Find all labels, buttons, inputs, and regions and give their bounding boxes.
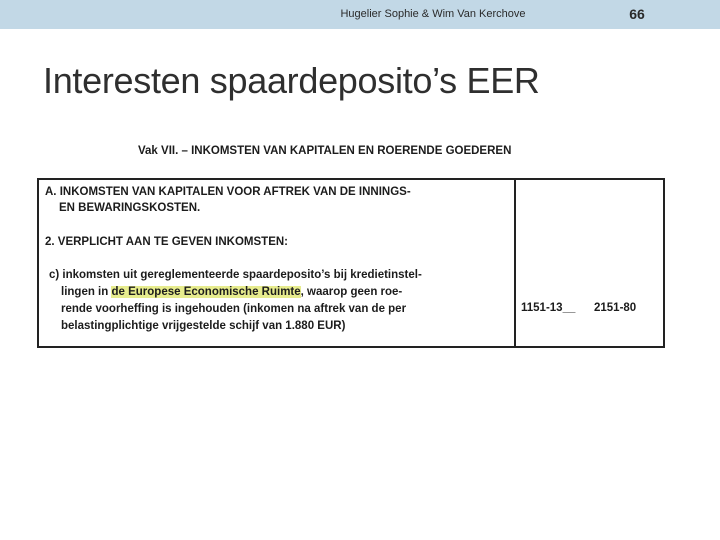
eer-highlight: de Europese Economische Ruimte <box>111 286 301 298</box>
code-box-2: 2151-80 <box>594 302 637 314</box>
section-a-line1: A. INKOMSTEN VAN KAPITALEN VOOR AFTREK VAN DE INNINGS- <box>45 186 411 198</box>
item-c-line1: c) inkomsten uit gereglementeerde spaardeposito’s bij kredietinstel- <box>49 269 422 281</box>
section-subtitle: Vak VII. – INKOMSTEN VAN KAPITALEN EN ROERENDE GOEDEREN <box>138 145 512 157</box>
item-c-line4: belastingplichtige vrijgestelde schijf van 1.880 EUR) <box>61 320 346 332</box>
item-c-line2-pre: lingen in <box>61 286 112 298</box>
section-2-heading: 2. VERPLICHT AAN TE GEVEN INKOMSTEN: <box>45 236 289 248</box>
page-number: 66 <box>629 6 645 22</box>
header-bar <box>0 0 720 29</box>
section-a-line2: EN BEWARINGSKOSTEN. <box>59 202 201 214</box>
slide-title: Interesten spaardeposito’s EER <box>43 60 540 101</box>
item-c-line3: rende voorheffing is ingehouden (inkomen na aftrek van de per <box>61 303 407 315</box>
column-divider <box>514 180 516 346</box>
code-box-1: 1151-13__ <box>521 302 576 314</box>
tax-form-table <box>37 178 665 348</box>
header-author: Hugelier Sophie & Wim Van Kerchove <box>340 8 526 20</box>
item-c-line2 <box>61 284 402 300</box>
item-c-line2-post: , waarop geen roe- <box>300 286 403 298</box>
